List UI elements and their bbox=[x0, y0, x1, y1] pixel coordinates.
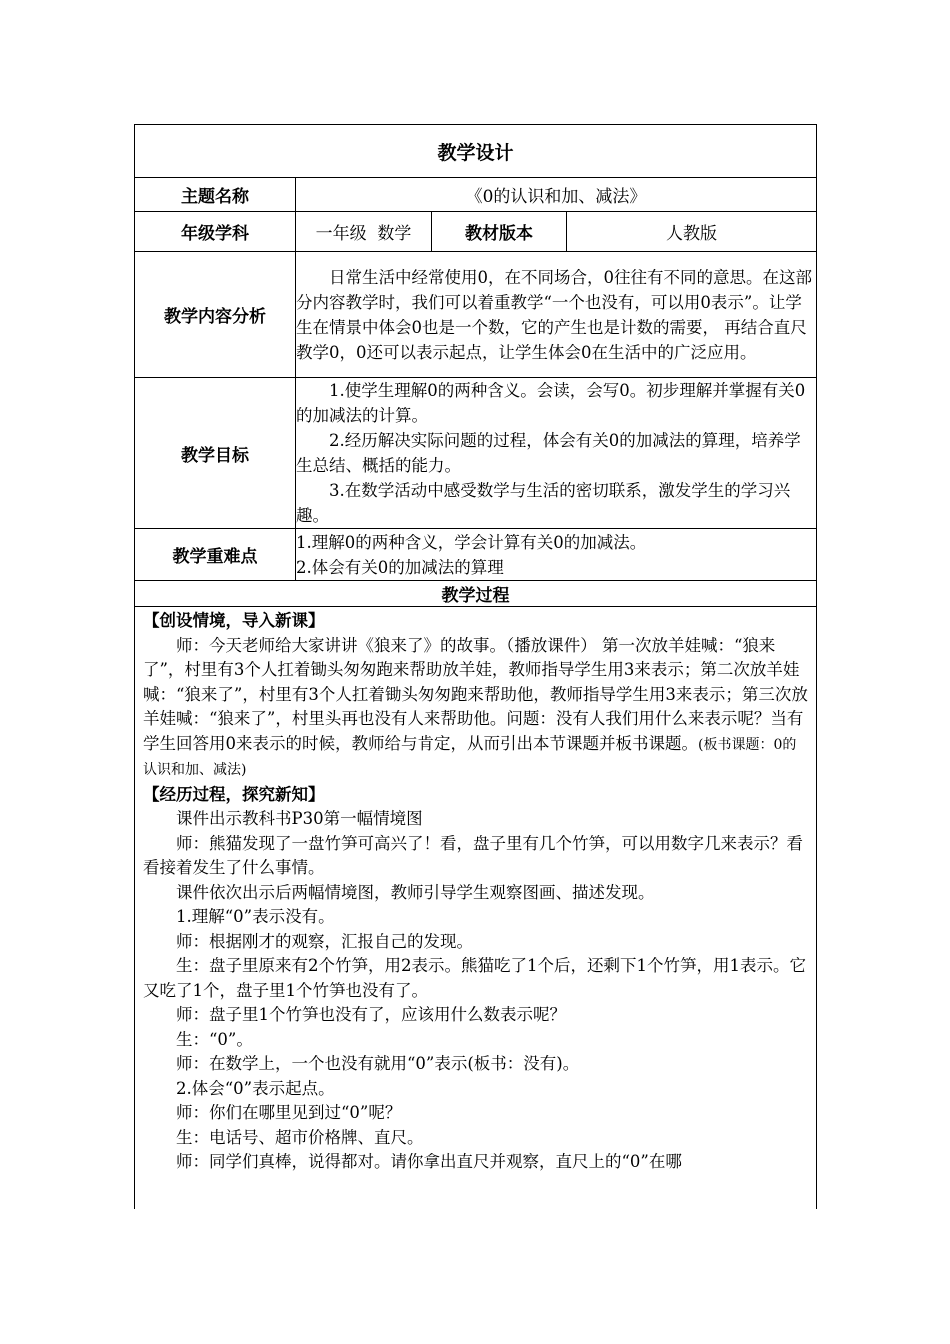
content-analysis-cell bbox=[296, 252, 817, 378]
section-paragraph bbox=[143, 634, 808, 783]
process-line: 师：你们在哪里见到过“0”呢？ bbox=[176, 1103, 402, 1122]
section-text: 师：今天老师给大家讲讲《狼来了》的故事。（播放课件） 第一次放羊娃喊：“狼来了”，村里有3个人扛着锄头匆匆跑来帮助放羊娃，教师指导学生用3来表示；第二次放羊娃喊：“狼来了”，村里有3个人扛着锄头匆匆跑来帮助他，教师指导学生用3来表示；第三次放羊娃喊：“狼来了”，村里头再也没有人来帮助他。问题：没有人我们用什么来表示呢？当有学生回答用0来表示的时候，教师给与肯定，从而引出本节课题并板书课题。 bbox=[143, 635, 808, 753]
process-line: 师：根据刚才的观察，汇报自己的发现。 bbox=[176, 931, 473, 951]
process-line: 生：电话号、超市价格牌、直尺。 bbox=[176, 1127, 424, 1147]
grade-label: 年级学科 bbox=[135, 212, 296, 252]
content-analysis-label: 教学内容分析 bbox=[135, 252, 296, 378]
objective-item: 3.在数学活动中感受数学与生活的密切联系，激发学生的学习兴趣。 bbox=[296, 481, 791, 525]
objectives-label: 教学目标 bbox=[135, 378, 296, 529]
grade-value: 一年级 数学 bbox=[296, 212, 432, 252]
process-body bbox=[135, 607, 817, 1210]
topic-label: 主题名称 bbox=[135, 178, 296, 212]
objective-item: 2.经历解决实际问题的过程，体会有关0的加减法的算理，培养学生总结、概括的能力。 bbox=[296, 431, 801, 475]
section-title: 【经历过程，探究新知】 bbox=[143, 784, 325, 804]
objective-item: 1.使学生理解0的两种含义。会读，会写0。初步理解并掌握有关0的加减法的计算。 bbox=[296, 381, 806, 425]
process-line: 师：同学们真棒，说得都对。请你拿出直尺并观察，直尺上的“0”在哪 bbox=[176, 1152, 682, 1171]
key-points-cell bbox=[296, 529, 817, 581]
process-line: 2.体会“0”表示起点。 bbox=[176, 1078, 335, 1098]
process-line: 生：“0”。 bbox=[176, 1029, 253, 1049]
section-title: 【创设情境，导入新课】 bbox=[143, 611, 325, 630]
key-point-item: 2.体会有关0的加减法的算理 bbox=[296, 557, 504, 577]
key-point-item: 1.理解0的两种含义，学会计算有关0的加减法。 bbox=[296, 532, 647, 552]
process-line: 生：盘子里原来有2个竹笋，用2表示。熊猫吃了1个后，还剩下1个竹笋，用1表示。它又吃了1个，盘子里1个竹笋也没有了。 bbox=[143, 956, 806, 1000]
content-analysis-text: 日常生活中经常使用0，在不同场合，0往往有不同的意思。在这部分内容教学时，我们可以着重教学“一个也没有，可以用0表示”。让学生在情景中体会0也是一个数，它的产生也是计数的需要， 再结合直尺教学0，0还可以表示起点，让学生体会0在生活中的广泛应用。 bbox=[296, 267, 812, 362]
topic-value: 《0的认识和加、减法》 bbox=[296, 178, 817, 212]
process-line: 1.理解“0”表示没有。 bbox=[176, 907, 335, 926]
edition-label: 教材版本 bbox=[432, 212, 567, 252]
process-heading: 教学过程 bbox=[135, 581, 817, 607]
process-line: 师：在数学上，一个也没有就用“0”表示(板书：没有)。 bbox=[176, 1054, 580, 1073]
edition-value: 人教版 bbox=[567, 212, 817, 252]
board-note: (板书课题：0的认识和加、减法) bbox=[143, 736, 797, 778]
document-title: 教学设计 bbox=[135, 125, 817, 178]
process-line: 师：熊猫发现了一盘竹笋可高兴了！看，盘子里有几个竹笋，可以用数字几来表示？看看接着发生了什么事情。 bbox=[143, 833, 803, 877]
process-line: 课件出示教科书P30第一幅情境图 bbox=[176, 809, 423, 828]
lesson-plan-table bbox=[134, 124, 817, 1209]
objectives-cell bbox=[296, 378, 817, 529]
process-line: 课件依次出示后两幅情境图，教师引导学生观察图画、描述发现。 bbox=[176, 882, 655, 902]
key-points-label: 教学重难点 bbox=[135, 529, 296, 581]
process-line: 师：盘子里1个竹笋也没有了，应该用什么数表示呢？ bbox=[176, 1005, 566, 1024]
